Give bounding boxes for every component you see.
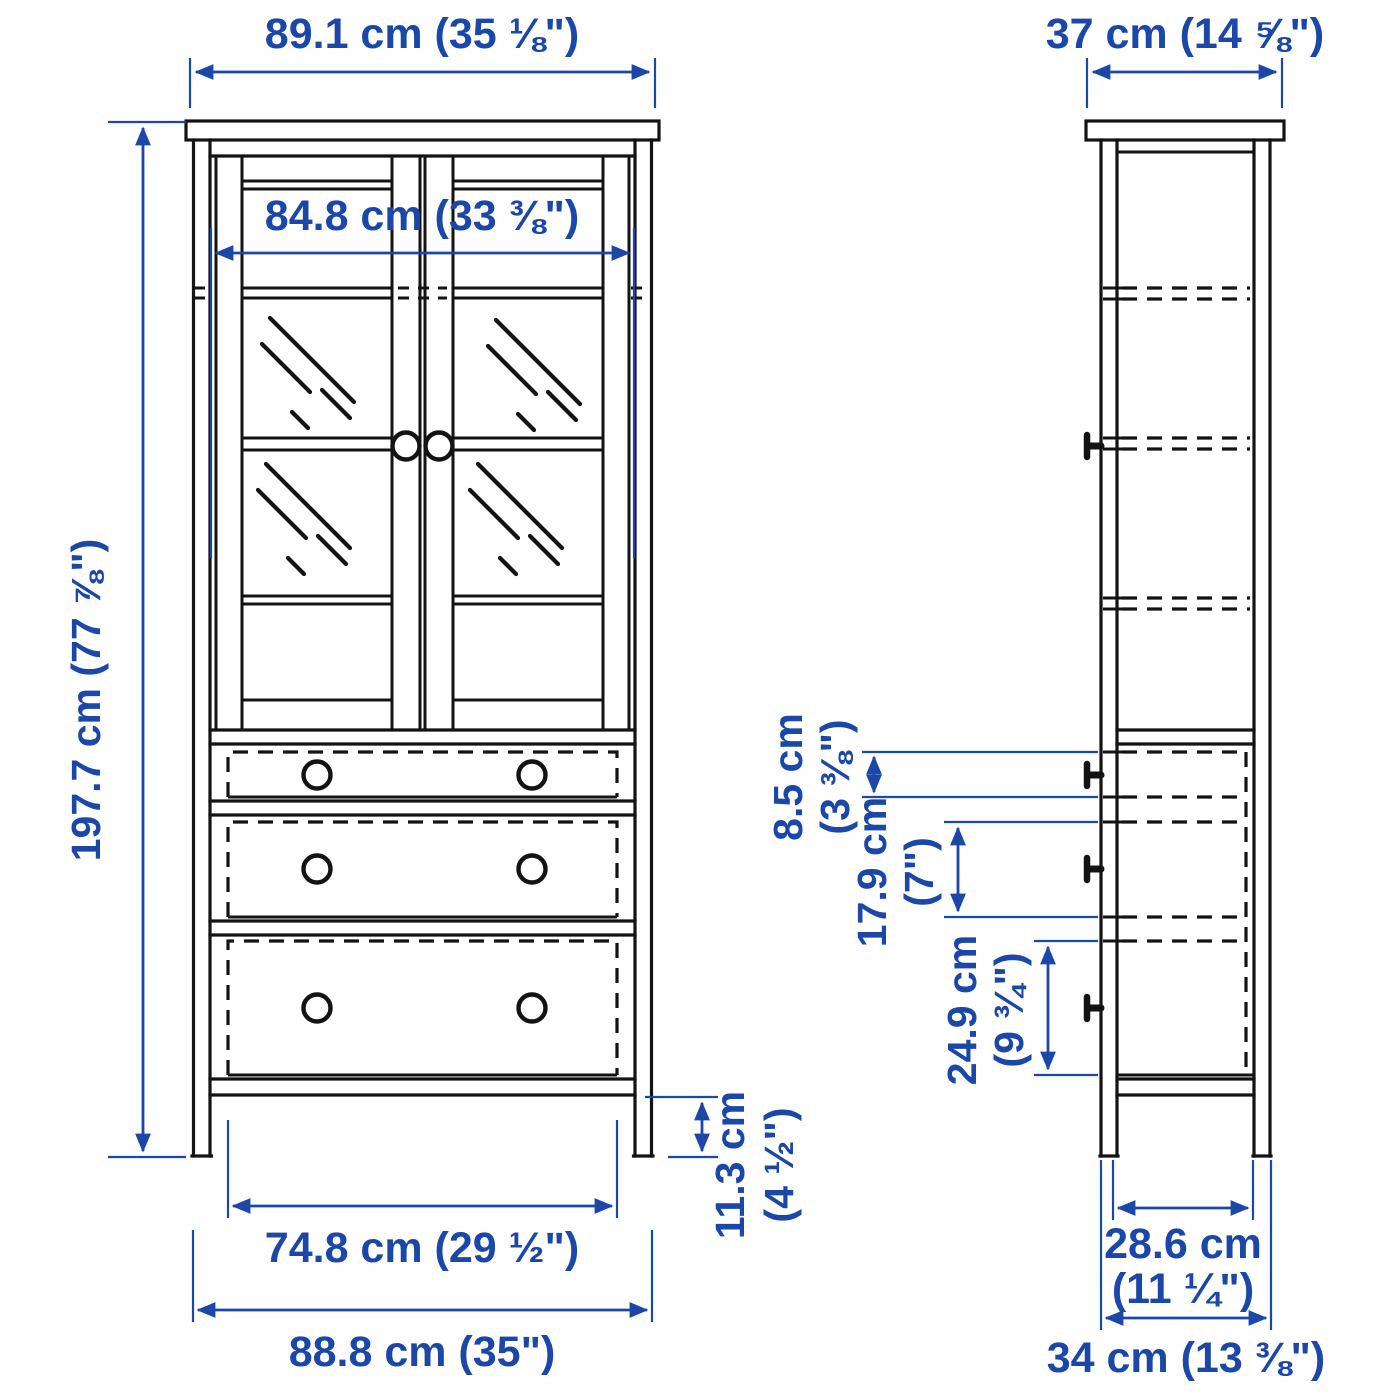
side-top-board: [1086, 121, 1284, 140]
front-side-stiles: [192, 140, 653, 1156]
front-top-board: [186, 121, 659, 140]
dim-side-drawer-mid: [849, 797, 1098, 947]
front-view: [186, 121, 659, 1156]
door-knob-left: [393, 433, 420, 460]
dim-side-inner-depth-label-1: 28.6 cm: [1104, 1220, 1262, 1268]
side-shelves: [1103, 288, 1250, 609]
dim-side-top-depth-label: 37 cm (14 ⅝"): [1045, 10, 1325, 58]
dim-side-drawer-top-label-1: 8.5 cm: [765, 713, 811, 841]
dim-side-inner-depth: [1104, 1160, 1262, 1313]
dim-front-height: [63, 122, 186, 1157]
side-door-knob: [1087, 435, 1101, 457]
dim-side-drawer-mid-label-1: 17.9 cm: [849, 796, 895, 948]
side-view: [1086, 121, 1284, 1156]
dim-front-base-label-2: (4 ½"): [756, 1107, 802, 1223]
dim-side-inner-depth-label-2: (11 ¼"): [1111, 1265, 1255, 1313]
dim-front-inner-width-label: 84.8 cm (33 ⅜"): [264, 192, 580, 240]
front-drawer-2: [228, 822, 617, 917]
dim-front-drawer-width: [228, 1120, 617, 1272]
dim-side-bottom-depth-label: 34 cm (13 ⅜"): [1046, 1334, 1326, 1382]
dim-side-drawer-bottom-label-2: (9 ¾"): [986, 952, 1032, 1068]
dim-side-drawer-bottom: [939, 935, 1098, 1085]
dim-front-base-label-1: 11.3 cm: [707, 1090, 753, 1240]
dim-front-height-label: 197.7 cm (77 ⅞"): [63, 538, 109, 862]
dim-side-drawer-top-label-2: (3 ⅜"): [812, 719, 858, 835]
glass-door-right: [425, 156, 629, 730]
dim-side-drawer-bottom-label-1: 24.9 cm: [939, 934, 985, 1086]
dim-front-base-height: [645, 1091, 802, 1239]
glass-door-left: [216, 156, 420, 730]
front-drawer-3: [228, 941, 617, 1075]
side-drawers: [1087, 752, 1254, 1075]
dim-front-inner-width: [211, 192, 634, 558]
dim-front-bottom-width-label: 88.8 cm (35"): [288, 1328, 556, 1376]
dim-side-drawer-mid-label-2: (7"): [896, 837, 942, 907]
door-knob-right: [426, 433, 453, 460]
dim-front-top-width: [190, 10, 655, 108]
dim-front-drawer-width-label: 74.8 cm (29 ½"): [264, 1224, 580, 1272]
front-drawer-1: [228, 752, 617, 797]
dim-side-top-depth: [1046, 10, 1325, 108]
dim-front-top-width-label: 89.1 cm (35 ⅛"): [264, 10, 580, 58]
